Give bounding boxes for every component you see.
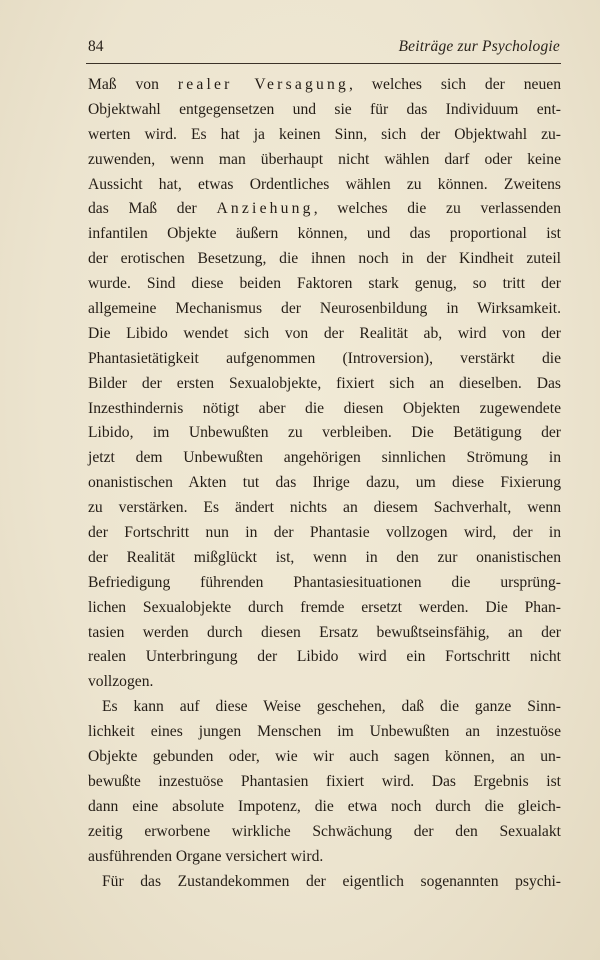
text-segment: der Fortschritt nun in der Phantasie vollzogen wird, der in xyxy=(88,524,561,542)
text-segment: Maß von xyxy=(88,76,178,93)
text-segment: Objekte gebunden oder, wie wir auch sagen können, an un- xyxy=(88,748,561,766)
paragraph xyxy=(88,73,561,695)
text-segment: tasien werden durch diesen Ersatz bewußtseinsfähig, an der xyxy=(88,623,561,641)
text-line xyxy=(88,173,561,198)
text-segment: Für das Zustandekommen der eigentlich sogenannten psychi- xyxy=(102,872,561,890)
text-line xyxy=(88,322,561,347)
text-segment: lichkeit eines jungen Menschen im Unbewußten an inzestuöse xyxy=(88,723,561,741)
paragraph xyxy=(88,870,561,895)
text-line xyxy=(88,222,561,247)
text-segment: jetzt dem Unbewußten angehörigen sinnlichen Strömung in xyxy=(88,449,561,467)
text-line xyxy=(88,446,561,471)
text-segment: Es kann auf diese Weise geschehen, daß die ganze Sinn- xyxy=(102,698,561,716)
text-segment: zeitig erworbene wirkliche Schwächung der den Sexualakt xyxy=(88,822,561,840)
text-segment: Aussicht hat, etwas Ordentliches wählen zu können. Zweitens xyxy=(88,175,561,193)
text-line xyxy=(88,73,561,98)
text-segment: wurde. Sind diese beiden Faktoren stark genug, so tritt der xyxy=(88,275,561,293)
text-segment: Phantasietätigkeit aufgenommen (Introversion), verstärkt die xyxy=(88,349,561,367)
text-segment: Libido, im Unbewußten zu verbleiben. Die Betätigung der xyxy=(88,424,561,442)
text-line xyxy=(88,471,561,496)
text-segment: infantilen Objekte äußern können, und das proportional ist xyxy=(88,225,561,243)
text-line xyxy=(88,596,561,621)
text-segment: Bilder der ersten Sexualobjekte, fixiert sich an dieselben. Das xyxy=(88,374,561,392)
text-line xyxy=(88,720,561,745)
text-segment: zu verstärken. Es ändert nichts an diesem Sachverhalt, wenn xyxy=(88,499,561,517)
text-line xyxy=(88,148,561,173)
text-line xyxy=(88,546,561,571)
text-line xyxy=(88,621,561,646)
text-line xyxy=(88,845,561,870)
body-text xyxy=(88,73,561,894)
text-line xyxy=(88,820,561,845)
text-segment: dann eine absolute Impotenz, die etwa noch durch die gleich- xyxy=(88,797,561,815)
text-segment: vollzogen. xyxy=(88,673,154,691)
header-rule xyxy=(86,63,561,64)
text-segment: werten wird. Es hat ja keinen Sinn, sich der Objektwahl zu- xyxy=(88,125,561,143)
text-segment: das Maß der xyxy=(88,200,217,218)
text-segment: lichen Sexualobjekte durch fremde ersetzt werden. Die Phan- xyxy=(88,598,561,616)
text-segment: , welches sich der neuen xyxy=(348,76,561,93)
text-segment: Inzesthindernis nötigt aber die diesen Objekten zugewendete xyxy=(88,399,561,417)
running-title: Beiträge zur Psychologie xyxy=(398,38,560,55)
text-line xyxy=(88,98,561,123)
text-line xyxy=(88,272,561,297)
text-line xyxy=(88,695,561,720)
text-line xyxy=(88,247,561,272)
page-header xyxy=(88,38,560,58)
text-line xyxy=(88,372,561,397)
page-number: 84 xyxy=(88,38,104,55)
text-line xyxy=(88,123,561,148)
emphasized-text: realer Versagung xyxy=(177,76,349,93)
text-line xyxy=(88,297,561,322)
text-line xyxy=(88,397,561,422)
text-line xyxy=(88,670,561,695)
text-segment: , welches die zu verlassenden xyxy=(313,200,561,218)
text-segment: realen Unterbringung der Libido wird ein Fortschritt nicht xyxy=(88,648,561,666)
text-segment: allgemeine Mechanismus der Neurosenbildung in Wirksamkeit. xyxy=(88,300,561,318)
text-line xyxy=(88,347,561,372)
text-line xyxy=(88,571,561,596)
text-line xyxy=(88,197,561,222)
emphasized-text: Anziehung xyxy=(216,200,314,218)
text-segment: Die Libido wendet sich von der Realität ab, wird von der xyxy=(88,324,561,342)
text-segment: Objektwahl entgegensetzen und sie für das Individuum ent- xyxy=(88,100,561,118)
text-segment: bewußte inzestuöse Phantasien fixiert wird. Das Ergebnis ist xyxy=(88,772,561,790)
text-line xyxy=(88,770,561,795)
text-line xyxy=(88,795,561,820)
text-segment: der Realität mißglückt ist, wenn in den zur onanistischen xyxy=(88,548,561,566)
text-segment: der erotischen Besetzung, die ihnen noch in der Kindheit zuteil xyxy=(88,250,561,268)
text-segment: zuwenden, wenn man überhaupt nicht wählen darf oder keine xyxy=(88,150,561,168)
text-line xyxy=(88,745,561,770)
text-line xyxy=(88,496,561,521)
paragraph xyxy=(88,695,561,869)
text-line xyxy=(88,521,561,546)
text-segment: Befriedigung führenden Phantasiesituationen die ursprüng- xyxy=(88,573,561,591)
text-line xyxy=(88,421,561,446)
text-segment: onanistischen Akten tut das Ihrige dazu, um diese Fixierung xyxy=(88,474,561,492)
text-line xyxy=(88,870,561,895)
text-segment: ausführenden Organe versichert wird. xyxy=(88,847,324,865)
text-line xyxy=(88,645,561,670)
